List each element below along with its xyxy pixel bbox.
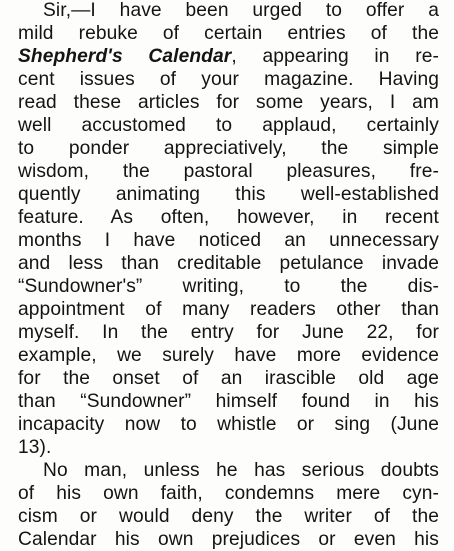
text-line: example, we surely have more evidence <box>18 345 439 366</box>
text-line: months I have noticed an unnecessary <box>18 230 439 251</box>
line-suffix: , appearing in re- <box>231 46 439 67</box>
text-line: appointment of many readers other than <box>18 299 439 320</box>
text-line: read these articles for some years, I am <box>18 92 439 113</box>
text-line: cism or would deny the writer of the <box>18 506 439 527</box>
text-line: for the onset of an irascible old age <box>18 368 439 389</box>
text-line: “Sundowner's” writing, to the dis- <box>18 276 439 297</box>
text-line: Sir,—I have been urged to offer a <box>43 0 439 21</box>
publication-title: Shepherd's Calendar <box>18 46 232 67</box>
text-line: feature. As often, however, in recent <box>18 207 439 228</box>
text-line: to ponder appreciatively, the simple <box>18 138 439 159</box>
text-line: myself. In the entry for June 22, for <box>18 322 439 343</box>
text-line: Calendar his own prejudices or even his <box>18 529 439 550</box>
text-line: of his own faith, condemns mere cyn- <box>18 483 439 504</box>
text-line: mild rebuke of certain entries of the <box>18 23 439 44</box>
text-line: wisdom, the pastoral pleasures, fre- <box>18 161 439 182</box>
text-line: than “Sundowner” himself found in his <box>18 391 439 412</box>
text-line: incapacity now to whistle or sing (June <box>18 414 439 435</box>
text-line: cent issues of your magazine. Having <box>18 69 439 90</box>
text-line <box>18 46 439 68</box>
text-line: 13). <box>18 437 52 458</box>
text-line: No man, unless he has serious doubts <box>43 460 439 481</box>
text-line: quently animating this well-established <box>18 184 439 205</box>
text-line: and less than creditable petulance invade <box>18 253 439 274</box>
text-line: well accustomed to applaud, certainly <box>18 115 439 136</box>
